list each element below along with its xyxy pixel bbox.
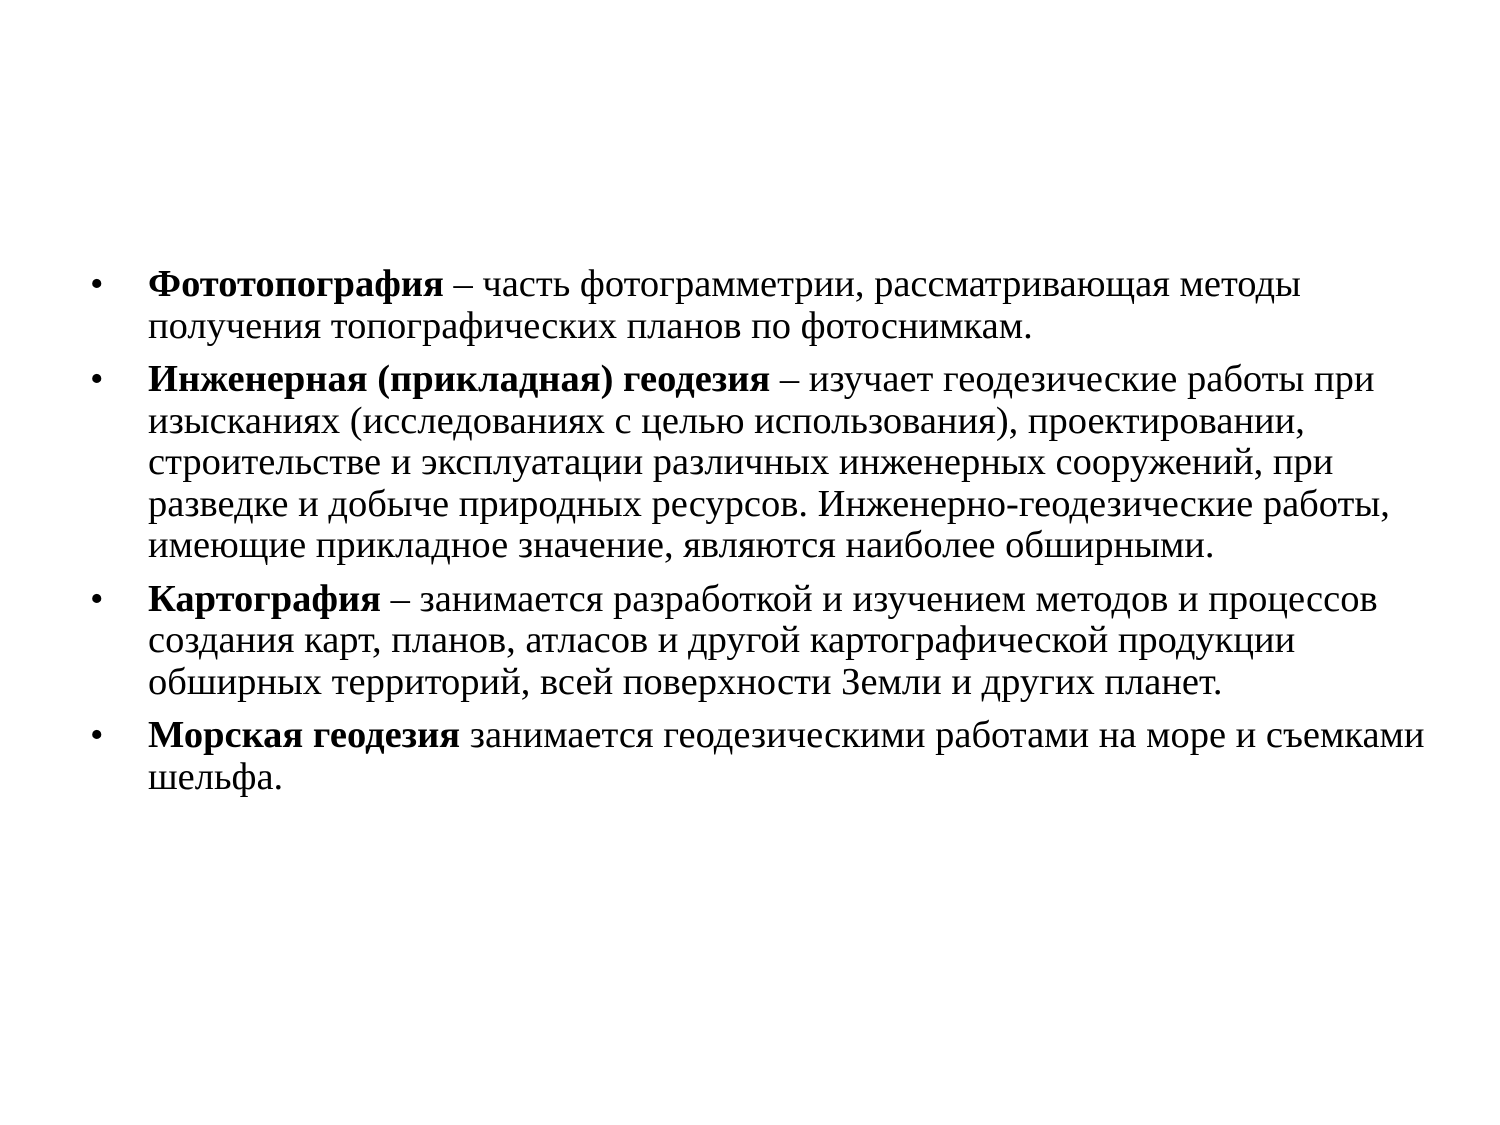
list-item-marine-geodesy: [90, 715, 1450, 798]
list-item-cartography: [90, 579, 1450, 704]
bullet-dot-icon: •: [90, 714, 104, 756]
list-item-photo-topography: [90, 264, 1450, 347]
list-item-engineering-geodesy: [90, 359, 1450, 567]
definition-photo-topography: – часть фотограмметрии, рассматривающая методы получения топографических планов по фотоснимкам.: [148, 263, 1301, 347]
term-engineering-geodesy: Инженерная (прикладная) геодезия: [148, 358, 771, 400]
term-marine-geodesy: Морская геодезия: [148, 714, 461, 756]
definition-engineering-geodesy: – изучает геодезические работы при изысканиях (исследованиях с целью использования), проектировании, строительстве и эксплуатации различных инженерных сооружений, при разведке и добыче природных ресурсов. Инженерно-геодезические работы, имеющие прикладное значение, являются наиболее обширными.: [148, 358, 1390, 566]
term-photo-topography: Фототопография: [148, 263, 444, 305]
term-cartography: Картография: [148, 577, 382, 620]
bullet-dot-icon: •: [90, 263, 104, 305]
definition-cartography: – занимается разработкой и изучением методов и процессов создания карт, планов, атласов и другой картографической продукции обширных территорий, всей поверхности Земли и других планет.: [148, 577, 1378, 703]
definition-marine-geodesy: занимается геодезическими работами на море и съемками шельфа.: [148, 714, 1425, 798]
bullet-list: [90, 264, 1450, 810]
bullet-dot-icon: •: [90, 577, 104, 620]
bullet-dot-icon: •: [90, 358, 104, 400]
